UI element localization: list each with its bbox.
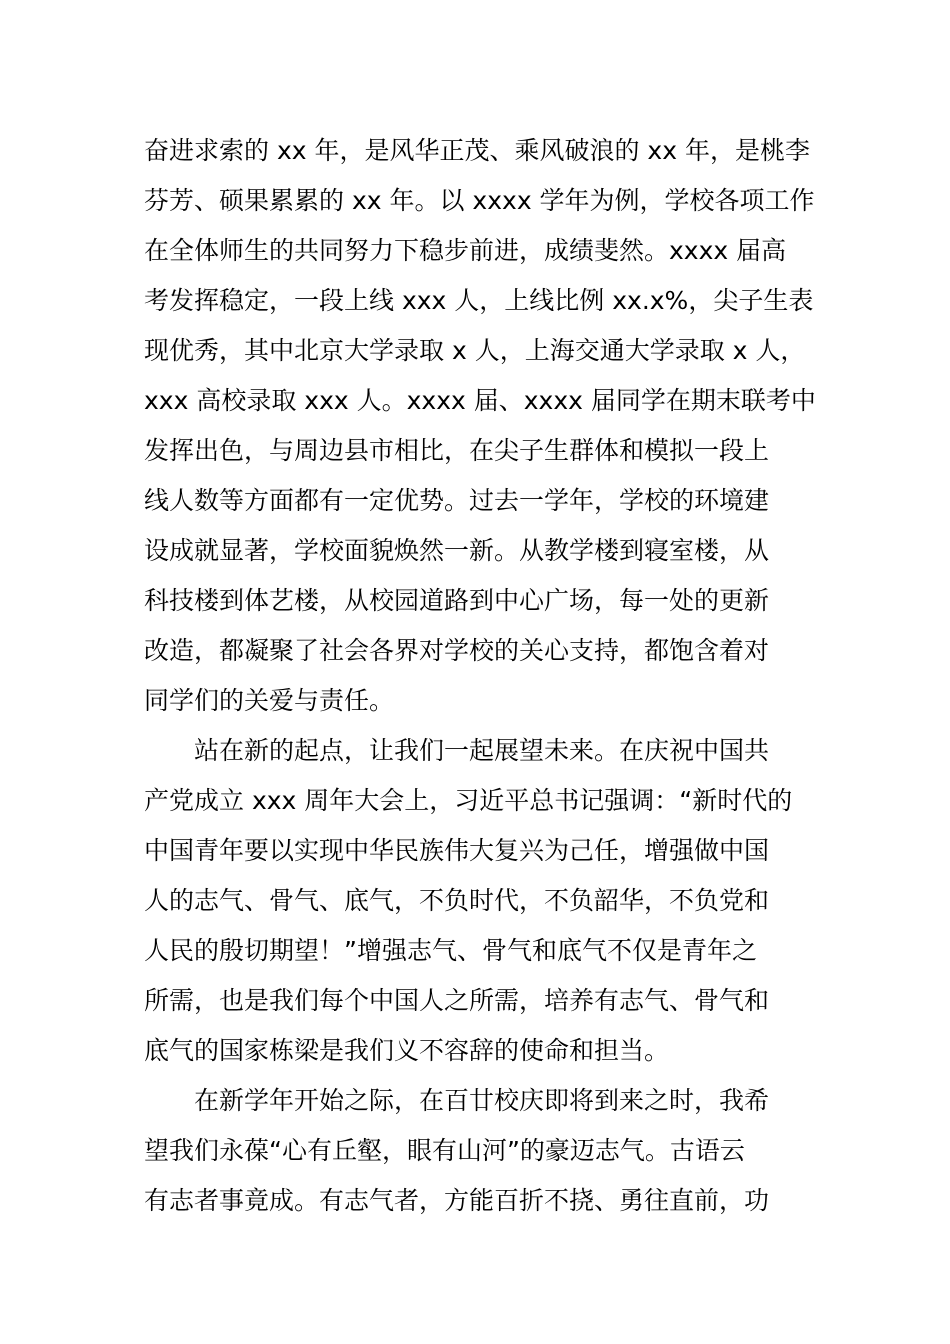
paragraph-line: 所需，也是我们每个中国人之所需，培养有志气、骨气和 — [144, 986, 770, 1015]
paragraph-line: 人的志气、骨气、底气，不负时代，不负韶华，不负党和 — [144, 886, 770, 915]
paragraph-3 — [144, 1076, 824, 1226]
paragraph-line: 站在新的起点，让我们一起展望未来。在庆祝中国共 — [194, 736, 770, 765]
paragraph-line: 中国青年要以实现中华民族伟大复兴为己任，增强做中国 — [144, 836, 770, 865]
paragraph-line: 改造，都凝聚了社会各界对学校的关心支持，都饱含着对 — [144, 636, 770, 665]
paragraph-line: 考发挥稳定，一段上线 xxx 人，上线比例 xx.x%，尖子生表 — [144, 286, 814, 315]
paragraph-line: 在全体师生的共同努力下稳步前进，成绩斐然。xxxx 届高 — [144, 236, 787, 265]
paragraph-line: 奋进求索的 xx 年，是风华正茂、乘风破浪的 xx 年，是桃李 — [144, 136, 810, 165]
paragraph-line: 科技楼到体艺楼，从校园道路到中心广场，每一处的更新 — [144, 586, 770, 615]
paragraph-line: 同学们的关爱与责任。 — [144, 686, 395, 715]
paragraph-line: 线人数等方面都有一定优势。过去一学年，学校的环境建 — [144, 486, 770, 515]
paragraph-line: 有志者事竟成。有志气者，方能百折不挠、勇往直前，功 — [144, 1186, 770, 1215]
paragraph-line: 发挥出色，与周边县市相比，在尖子生群体和模拟一段上 — [144, 436, 770, 465]
document-body — [144, 126, 824, 1226]
paragraph-line: 设成就显著，学校面貌焕然一新。从教学楼到寝室楼，从 — [144, 536, 770, 565]
paragraph-line: 现优秀，其中北京大学录取 x 人，上海交通大学录取 x 人， — [144, 336, 806, 365]
paragraph-line: 望我们永葆“心有丘壑，眼有山河”的豪迈志气。古语云 — [144, 1136, 745, 1165]
paragraph-line: 在新学年开始之际，在百廿校庆即将到来之时，我希 — [194, 1086, 770, 1115]
paragraph-line: 底气的国家栋梁是我们义不容辞的使命和担当。 — [144, 1036, 670, 1065]
paragraph-line: 人民的殷切期望！”增强志气、骨气和底气不仅是青年之 — [144, 936, 757, 965]
paragraph-2 — [144, 726, 824, 1076]
paragraph-line: 芬芳、硕果累累的 xx 年。以 xxxx 学年为例，学校各项工作 — [144, 186, 815, 215]
paragraph-1 — [144, 126, 824, 726]
paragraph-line: xxx 高校录取 xxx 人。xxxx 届、xxxx 届同学在期末联考中 — [144, 386, 816, 415]
paragraph-line: 产党成立 xxx 周年大会上，习近平总书记强调：“新时代的 — [144, 786, 793, 815]
